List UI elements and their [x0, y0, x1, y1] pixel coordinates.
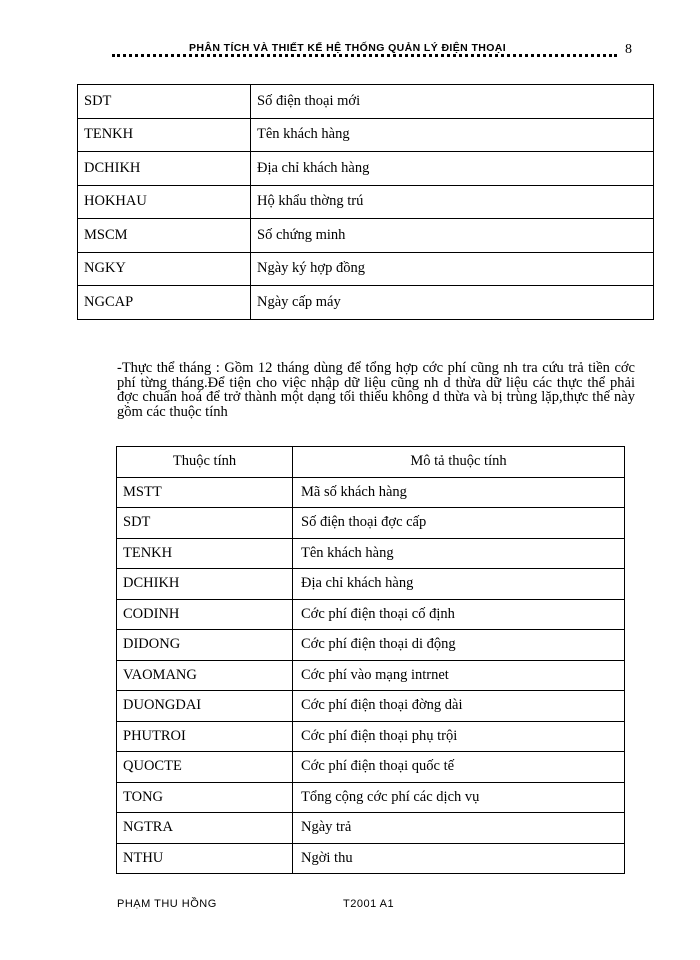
field-cell: SDT [117, 508, 293, 539]
table-row [117, 538, 625, 569]
table-row [117, 477, 625, 508]
table-row [117, 691, 625, 722]
description-cell: Số chứng minh [251, 219, 654, 253]
description-cell: Địa chỉ khách hàng [293, 569, 625, 600]
table-row [117, 660, 625, 691]
attribute-table-1 [77, 84, 654, 320]
field-cell: TENKH [117, 538, 293, 569]
description-cell: Ngày ký hợp đồng [251, 252, 654, 286]
description-cell: Địa chỉ khách hàng [251, 152, 654, 186]
table-row [78, 286, 654, 320]
table-row [117, 569, 625, 600]
table-row [117, 508, 625, 539]
column-header-description: Mô tả thuộc tính [293, 447, 625, 478]
description-cell: Số điện thoại đợc cấp [293, 508, 625, 539]
table-row [78, 219, 654, 253]
field-cell: DCHIKH [78, 152, 251, 186]
table-row [117, 813, 625, 844]
field-cell: MSCM [78, 219, 251, 253]
field-cell: MSTT [117, 477, 293, 508]
field-cell: CODINH [117, 599, 293, 630]
field-cell: PHUTROI [117, 721, 293, 752]
header-title: PHÂN TÍCH VÀ THIẾT KẾ HỆ THỐNG QUẢN LÝ ĐIỆN THOẠI [186, 42, 509, 54]
description-cell: Cớc phí điện thoại quốc tế [293, 752, 625, 783]
table-row [78, 252, 654, 286]
table-row [117, 843, 625, 874]
table-row [78, 185, 654, 219]
field-cell: QUOCTE [117, 752, 293, 783]
table-row [78, 152, 654, 186]
table-row [78, 118, 654, 152]
description-cell: Cớc phí điện thoại phụ trội [293, 721, 625, 752]
table-row [78, 85, 654, 119]
field-cell: SDT [78, 85, 251, 119]
table-row [117, 721, 625, 752]
table-header-row [117, 447, 625, 478]
description-cell: Ngày trả [293, 813, 625, 844]
page-header [112, 40, 617, 62]
table-row [117, 630, 625, 661]
field-cell: TONG [117, 782, 293, 813]
field-cell: TENKH [78, 118, 251, 152]
footer-author: PHẠM THU HỒNG [117, 898, 217, 910]
field-cell: DCHIKH [117, 569, 293, 600]
description-cell: Tên khách hàng [251, 118, 654, 152]
description-cell: Cớc phí điện thoại di động [293, 630, 625, 661]
description-cell: Cớc phí vào mạng intrnet [293, 660, 625, 691]
table-row [117, 782, 625, 813]
entity-description-paragraph: -Thực thể tháng : Gồm 12 tháng dùng để tổng hợp cớc phí cũng nh tra cứu trả tiền cớc phí từng tháng.Để tiện cho việc nhập dữ liệu cũng nh d thừa dữ liệu các thực thể phải đợc chuẩn hoá để trở thành một dạng tối thiểu không d thừa và bị trùng lặp,thực thể này gồm các thuộc tính [117, 360, 635, 420]
attribute-table-2 [116, 446, 625, 874]
table-row [117, 752, 625, 783]
field-cell: VAOMANG [117, 660, 293, 691]
column-header-field: Thuộc tính [117, 447, 293, 478]
field-cell: DIDONG [117, 630, 293, 661]
description-cell: Hộ khẩu thờng trú [251, 185, 654, 219]
description-cell: Ngày cấp máy [251, 286, 654, 320]
description-cell: Mã số khách hàng [293, 477, 625, 508]
description-cell: Tổng cộng cớc phí các dịch vụ [293, 782, 625, 813]
description-cell: Cớc phí điện thoại cố định [293, 599, 625, 630]
field-cell: DUONGDAI [117, 691, 293, 722]
field-cell: NGKY [78, 252, 251, 286]
field-cell: NGTRA [117, 813, 293, 844]
description-cell: Ngời thu [293, 843, 625, 874]
page-number: 8 [625, 42, 632, 57]
description-cell: Tên khách hàng [293, 538, 625, 569]
header-dotted-rule [112, 54, 617, 57]
field-cell: NGCAP [78, 286, 251, 320]
description-cell: Cớc phí điện thoại đờng dài [293, 691, 625, 722]
footer-class: T2001 A1 [343, 898, 395, 910]
table-row [117, 599, 625, 630]
description-cell: Số điện thoại mới [251, 85, 654, 119]
field-cell: NTHU [117, 843, 293, 874]
field-cell: HOKHAU [78, 185, 251, 219]
